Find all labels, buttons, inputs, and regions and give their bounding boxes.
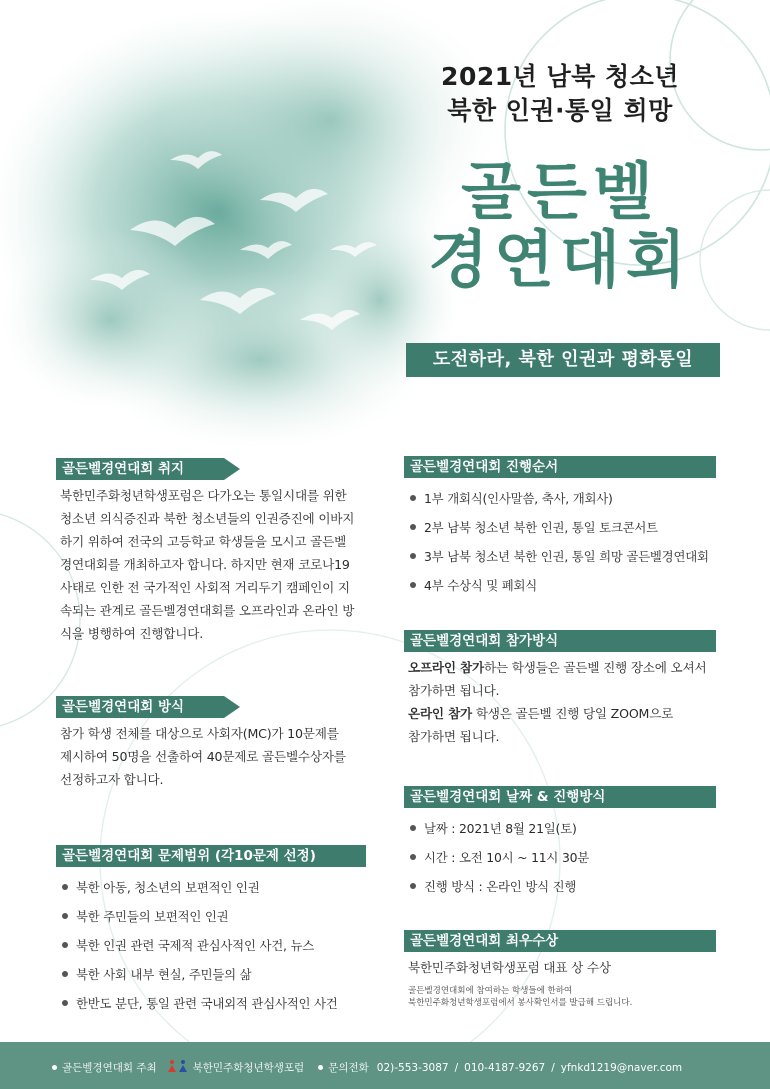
list-item-text: 2부 남북 청소년 북한 인권, 통일 토크콘서트: [424, 520, 658, 535]
offline-line-2: 참가하면 됩니다.: [408, 683, 500, 698]
schedule-heading: 골든벨경연대회 날짜 & 진행방식: [404, 786, 716, 808]
list-item: [56, 902, 372, 931]
award-note-line: 골든벨경연대회에 참여하는 학생들에 한하여: [408, 986, 573, 996]
bullet-icon: [52, 1065, 57, 1070]
bullet-icon: [410, 495, 416, 501]
purpose-line: 식을 병행하여 진행합니다.: [60, 626, 204, 641]
footer-separator: /: [454, 1061, 459, 1074]
order-heading: 골든벨경연대회 진행순서: [404, 456, 716, 478]
online-line: [408, 702, 716, 725]
participation-section: [404, 630, 716, 748]
footer-email[interactable]: yfnkd1219@naver.com: [560, 1061, 683, 1074]
title-line-2: 북한 인권·통일 희망: [447, 96, 673, 125]
method-line: 참가 학생 전체를 대상으로 사회자(MC)가 10문제를: [60, 726, 339, 741]
award-heading: 골든벨경연대회 최우수상: [404, 930, 716, 952]
list-item: [404, 571, 716, 600]
footer-phone-1: 02)-553-3087: [376, 1061, 449, 1074]
schedule-list: [404, 814, 716, 901]
bullet-icon: [410, 553, 416, 559]
list-item: [404, 513, 716, 542]
purpose-line: 하기 위하여 전국의 고등학교 학생들을 모시고 골든벨: [60, 534, 347, 549]
award-note: [404, 985, 716, 1009]
offline-line: [408, 656, 716, 679]
purpose-line: 사태로 인한 전 국가적인 사회적 거리두기 캠페인이 지: [60, 580, 350, 595]
list-item: [404, 542, 716, 571]
title-line-1: 2021년 남북 청소년: [441, 62, 679, 91]
scope-list: [56, 873, 372, 1018]
org-logo-icon: [167, 1059, 189, 1076]
bullet-icon: [62, 971, 68, 977]
list-item-text: 1부 개회식(인사말씀, 축사, 개회사): [424, 491, 613, 506]
bullet-icon: [62, 942, 68, 948]
footer-separator: /: [551, 1061, 555, 1074]
bullet-icon: [62, 1000, 68, 1006]
bullet-icon: [410, 825, 416, 831]
offline-label: 오프라인 참가: [408, 660, 484, 675]
method-line: 제시하여 50명을 선출하여 40문제로 골든벨수상자를: [60, 749, 346, 764]
list-item-text: 시간 : 오전 10시 ~ 11시 30분: [424, 850, 590, 865]
footer-phone-2: 010-4187-9267: [464, 1061, 546, 1074]
list-item-text: 4부 수상식 및 폐회식: [424, 578, 538, 593]
online-label: 온라인 참가: [408, 706, 473, 721]
list-item-text: 진행 방식 : 온라인 방식 진행: [424, 879, 577, 894]
bullet-icon: [62, 884, 68, 890]
footer-contact-label: 문의전화: [328, 1062, 369, 1074]
footer-content: [52, 1059, 682, 1076]
bullet-icon: [410, 524, 416, 530]
online-text: 학생은 골든벨 진행 당일 ZOOM으로: [472, 706, 674, 721]
participation-heading: 골든벨경연대회 참가방식: [404, 630, 716, 652]
list-item: [404, 843, 716, 872]
slogan-banner: 도전하라, 북한 인권과 평화통일: [406, 343, 720, 377]
list-item-text: 북한 인권 관련 국제적 관심사적인 사건, 뉴스: [76, 938, 315, 953]
purpose-line: 속되는 관계로 골든벨경연대회를 오프라인과 온라인 방: [60, 603, 355, 618]
list-item: [404, 814, 716, 843]
list-item-text: 북한 아동, 청소년의 보편적인 인권: [76, 880, 260, 895]
poster-title: [380, 60, 740, 294]
list-item: [404, 484, 716, 513]
participation-text: [404, 656, 716, 748]
online-line-2: 참가하면 됩니다.: [408, 729, 500, 744]
list-item-text: 북한 주민들의 보편적인 인권: [76, 909, 229, 924]
award-section: [404, 930, 716, 1009]
list-item: [404, 872, 716, 901]
list-item-text: 한반도 분단, 통일 관련 국내외적 관심사적인 사건: [76, 996, 338, 1011]
bullet-icon: [410, 883, 416, 889]
list-item: [56, 931, 372, 960]
order-list: [404, 484, 716, 600]
offline-text: 하는 학생들은 골든벨 진행 장소에 오셔서: [483, 660, 707, 675]
purpose-line: 경연대회를 개최하고자 합니다. 하지만 현재 코로나19: [60, 557, 350, 572]
bullet-icon: [318, 1065, 323, 1070]
purpose-line: 북한민주화청년학생포럼은 다가오는 통일시대를 위한: [60, 488, 347, 503]
bullet-icon: [410, 582, 416, 588]
award-text: 북한민주화청년학생포럼 대표 상 수상: [408, 960, 611, 975]
list-item-text: 3부 남북 청소년 북한 인권, 통일 희망 골든벨경연대회: [424, 549, 709, 564]
list-item-text: 날짜 : 2021년 8월 21일(토): [424, 821, 577, 836]
list-item-text: 북한 사회 내부 현실, 주민들의 삶: [76, 967, 252, 982]
order-section: [404, 456, 716, 600]
award-note-line: 북한민주화청년학생포럼에서 봉사확인서를 발급해 드립니다.: [408, 998, 633, 1008]
purpose-line: 청소년 의식증진과 북한 청소년들의 인권증진에 이바지: [60, 511, 355, 526]
list-item: [56, 989, 372, 1018]
scope-heading: 골든벨경연대회 문제범위 (각10문제 선정): [56, 845, 366, 867]
method-line: 선정하고자 합니다.: [60, 772, 164, 787]
main-title-2: 경연대회: [428, 223, 692, 296]
method-section: [56, 696, 372, 791]
footer-host: 골든벨경연대회 주최: [62, 1062, 157, 1074]
method-text: [56, 722, 372, 791]
bullet-icon: [62, 913, 68, 919]
purpose-heading: 골든벨경연대회 취지: [56, 458, 224, 480]
list-item: [56, 873, 372, 902]
footer-org: 북한민주화청년학생포럼: [192, 1062, 305, 1074]
scope-section: [56, 845, 372, 1018]
main-title-1: 골든벨: [461, 155, 659, 228]
bullet-icon: [410, 854, 416, 860]
list-item: [56, 960, 372, 989]
purpose-text: [56, 484, 372, 645]
schedule-section: [404, 786, 716, 901]
footer-bar: [0, 1042, 770, 1089]
purpose-section: [56, 458, 372, 645]
method-heading: 골든벨경연대회 방식: [56, 696, 224, 718]
